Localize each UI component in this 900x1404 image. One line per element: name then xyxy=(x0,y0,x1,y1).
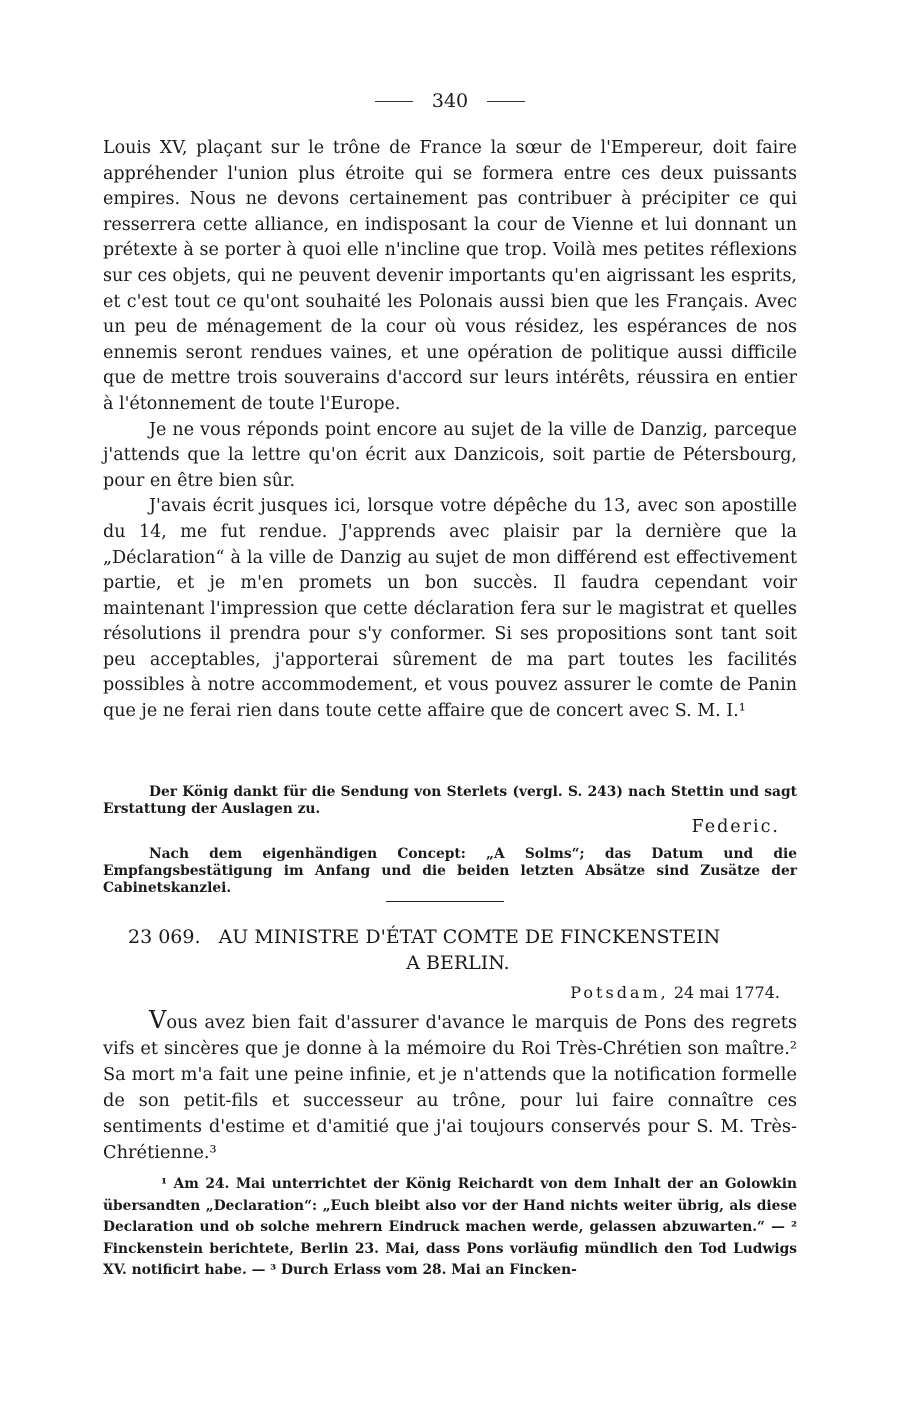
sterlets-note xyxy=(103,784,797,818)
letter-2-paragraph xyxy=(103,1007,797,1166)
page-number: 340 xyxy=(431,90,469,112)
header-rule-right xyxy=(487,101,525,102)
signature: Federic. xyxy=(691,817,780,837)
letter-2-text: ous avez bien fait d'assurer d'avance le marquis de Pons des regrets vifs et sincères que je donne à la mémoire du Roi Très-Chrétien son maître.² Sa mort m'a fait une peine infinie, et je n'attends que la notification formelle de son petit-fils et successeur au trône, pour lui faire connaître ces sentiments d'estime et d'amitié que j'ai toujours conservés pour S. M. Très-Chrétienne.³ xyxy=(103,1012,797,1163)
paragraph-2: Je ne vous réponds point encore au sujet de la ville de Danzig, parceque j'attends que la lettre qu'on écrit aux Danzicois, soit partie de Pétersbourg, pour en être bien sûr. xyxy=(103,419,797,491)
dateline xyxy=(570,983,780,1002)
header-rule-left xyxy=(375,101,413,102)
letter-2-body xyxy=(103,1007,797,1166)
letter-number: 23 069. xyxy=(128,926,201,948)
source-note-text: Nach dem eigenhändigen Concept: „A Solms“; das Datum und die Empfangsbestätigung im Anfang und die beiden letzten Absätze sind Zusätze der Cabinetskanzlei. xyxy=(103,846,797,896)
letter-2-heading xyxy=(128,924,788,976)
dateline-date: 24 mai 1774. xyxy=(673,983,780,1002)
page-header xyxy=(0,90,900,112)
paragraph-1: Louis XV, plaçant sur le trône de France la sœur de l'Empereur, doit faire appréhender l'union plus étroite qui se formera entre ces deux puissants empires. Nous ne devons certainement pas contribuer à précipiter ce qui resserrera cette alliance, en indisposant la cour de Vienne et lui donnant un prétexte à se porter à quoi elle n'incline que trop. Voilà mes petites réflexions sur ces objets, qui ne peuvent devenir importants qu'en aigrissant les esprits, et c'est tout ce qu'ont souhaité les Polonais aussi bien que les Français. Avec un peu de ménagement de la cour où vous résidez, les espérances de nos ennemis seront rendues vaines, et une opération de politique aussi difficile que de mettre trois souverains d'accord sur leurs intérêts, réussira en entier à l'étonnement de toute l'Europe. xyxy=(103,138,797,414)
source-note xyxy=(103,846,797,897)
dropcap: V xyxy=(149,1006,167,1034)
dateline-place: Potsdam, xyxy=(570,983,669,1002)
section-divider xyxy=(386,901,504,902)
footnotes-text: ¹ Am 24. Mai unterrichtet der König Reichardt von dem Inhalt der an Golowkin übersandten „Declaration“: „Euch bleibt also vor der Hand nichts weiter übrig, als diese Declaration und ob solche mehrern Eindruck machen werde, gelassen abzuwarten.“ — ² Finckenstein berichtete, Berlin 23. Mai, dass Pons vorläufig mündlich den Tod Ludwigs XV. notificirt habe. — ³ Durch Erlass vom 28. Mai an Fincken- xyxy=(103,1176,797,1278)
heading-line-1: AU MINISTRE D'ÉTAT COMTE DE FINCKENSTEIN xyxy=(218,926,721,948)
sterlets-note-text: Der König dankt für die Sendung von Sterlets (vergl. S. 243) nach Stettin und sagt Erstattung der Auslagen zu. xyxy=(103,784,797,817)
footnotes xyxy=(103,1174,797,1282)
heading-line-2: A BERLIN. xyxy=(406,952,510,974)
letter-1-body xyxy=(103,136,797,725)
paragraph-3: J'avais écrit jusques ici, lorsque votre dépêche du 13, avec son apostille du 14, me fut rendue. J'apprends avec plaisir par la dernière que la „Déclaration“ à la ville de Danzig au sujet de mon différend est effectivement partie, et je m'en promets un bon succès. Il faudra cependant voir maintenant l'impression que cette déclaration fera sur le magistrat et quelles résolutions il prendra pour s'y conformer. Si ses propositions sont tant soit peu acceptables, j'apporterai sûrement de ma part toutes les facilités possibles à notre accommodement, et vous pouvez assurer le comte de Panin que je ne ferai rien dans toute cette affaire que de concert avec S. M. I.¹ xyxy=(103,496,797,722)
